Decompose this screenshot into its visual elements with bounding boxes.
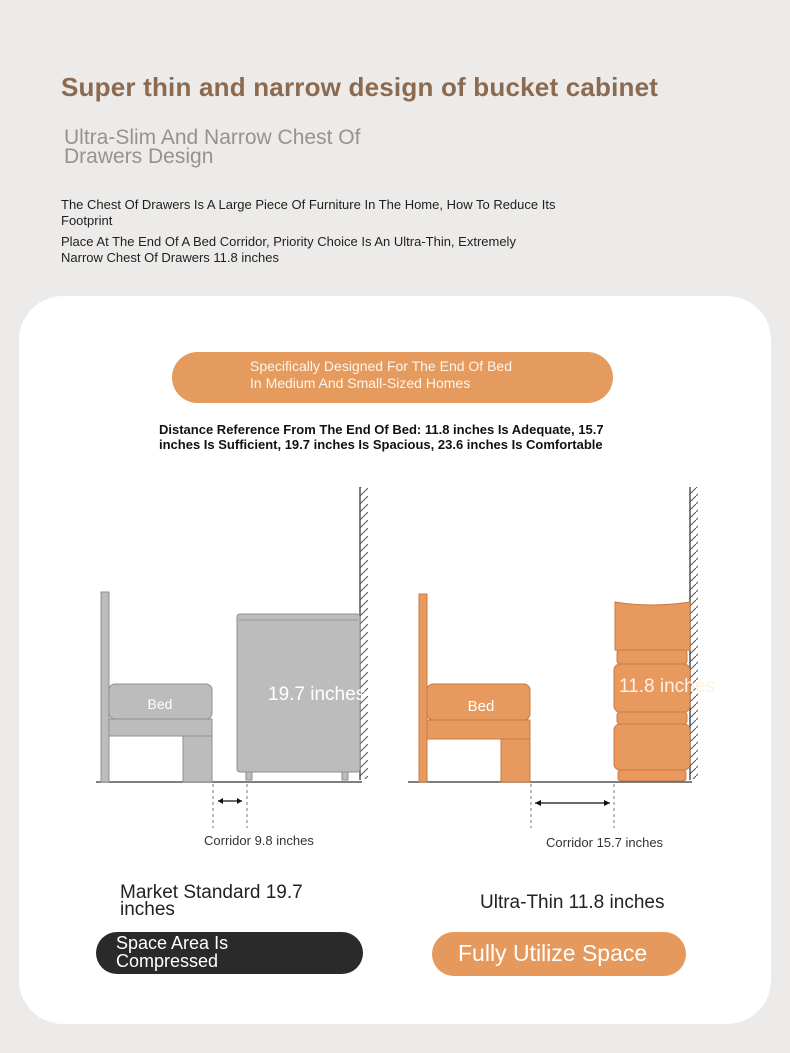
left-diagram — [96, 487, 368, 828]
right-bed-headboard — [419, 594, 427, 782]
left-cabinet-label: 19.7 inches — [268, 684, 366, 705]
left-caption: Market Standard 19.7 inches — [120, 882, 303, 920]
page-title: Super thin and narrow design of bucket cabinet — [61, 72, 659, 102]
right-bed-leg — [501, 739, 530, 782]
left-cabinet-foot-1 — [246, 772, 252, 780]
right-cabinet-drawer-1 — [615, 602, 690, 653]
fully-utilize-space-badge-label: Fully Utilize Space — [458, 940, 648, 966]
space-compressed-badge-label: Space Area Is Compressed — [116, 933, 229, 971]
right-wall — [690, 487, 698, 779]
left-wall — [360, 487, 368, 779]
right-bed-label: Bed — [467, 698, 495, 715]
right-cabinet-divider-2 — [617, 712, 687, 724]
right-cabinet-label: 11.8 inches — [619, 676, 715, 697]
description-paragraph-1: The Chest Of Drawers Is A Large Piece Of Furniture In The Home, How To Reduce Its Footprint — [61, 197, 556, 228]
description-paragraph-2: Place At The End Of A Bed Corridor, Priority Choice Is An Ultra-Thin, Extremely Narrow Chest Of Drawers 11.8 inches — [61, 234, 516, 265]
right-corridor-label: Corridor 15.7 inches — [546, 835, 664, 850]
right-cabinet-base — [618, 770, 686, 781]
right-cabinet-divider-1 — [617, 650, 687, 664]
right-bed-frame — [427, 720, 530, 739]
left-bed-leg — [183, 736, 212, 782]
right-diagram — [408, 487, 715, 828]
banner-text: Specifically Designed For The End Of Bed In Medium And Small-Sized Homes — [250, 358, 512, 391]
left-bed-headboard — [101, 592, 109, 782]
left-bed-label: Bed — [147, 696, 173, 712]
distance-reference-text: Distance Reference From The End Of Bed: 11.8 inches Is Adequate, 15.7 inches Is Sufficient, 19.7 inches Is Spacious, 23.6 inches Is Comfortable — [159, 422, 604, 452]
left-bed-frame — [109, 719, 212, 736]
page-subtitle: Ultra-Slim And Narrow Chest Of Drawers Design — [64, 126, 361, 168]
right-caption: Ultra-Thin 11.8 inches — [480, 892, 665, 913]
right-cabinet-drawer-3 — [614, 724, 690, 770]
left-corridor-label: Corridor 9.8 inches — [204, 833, 314, 848]
left-cabinet-foot-2 — [342, 772, 348, 780]
